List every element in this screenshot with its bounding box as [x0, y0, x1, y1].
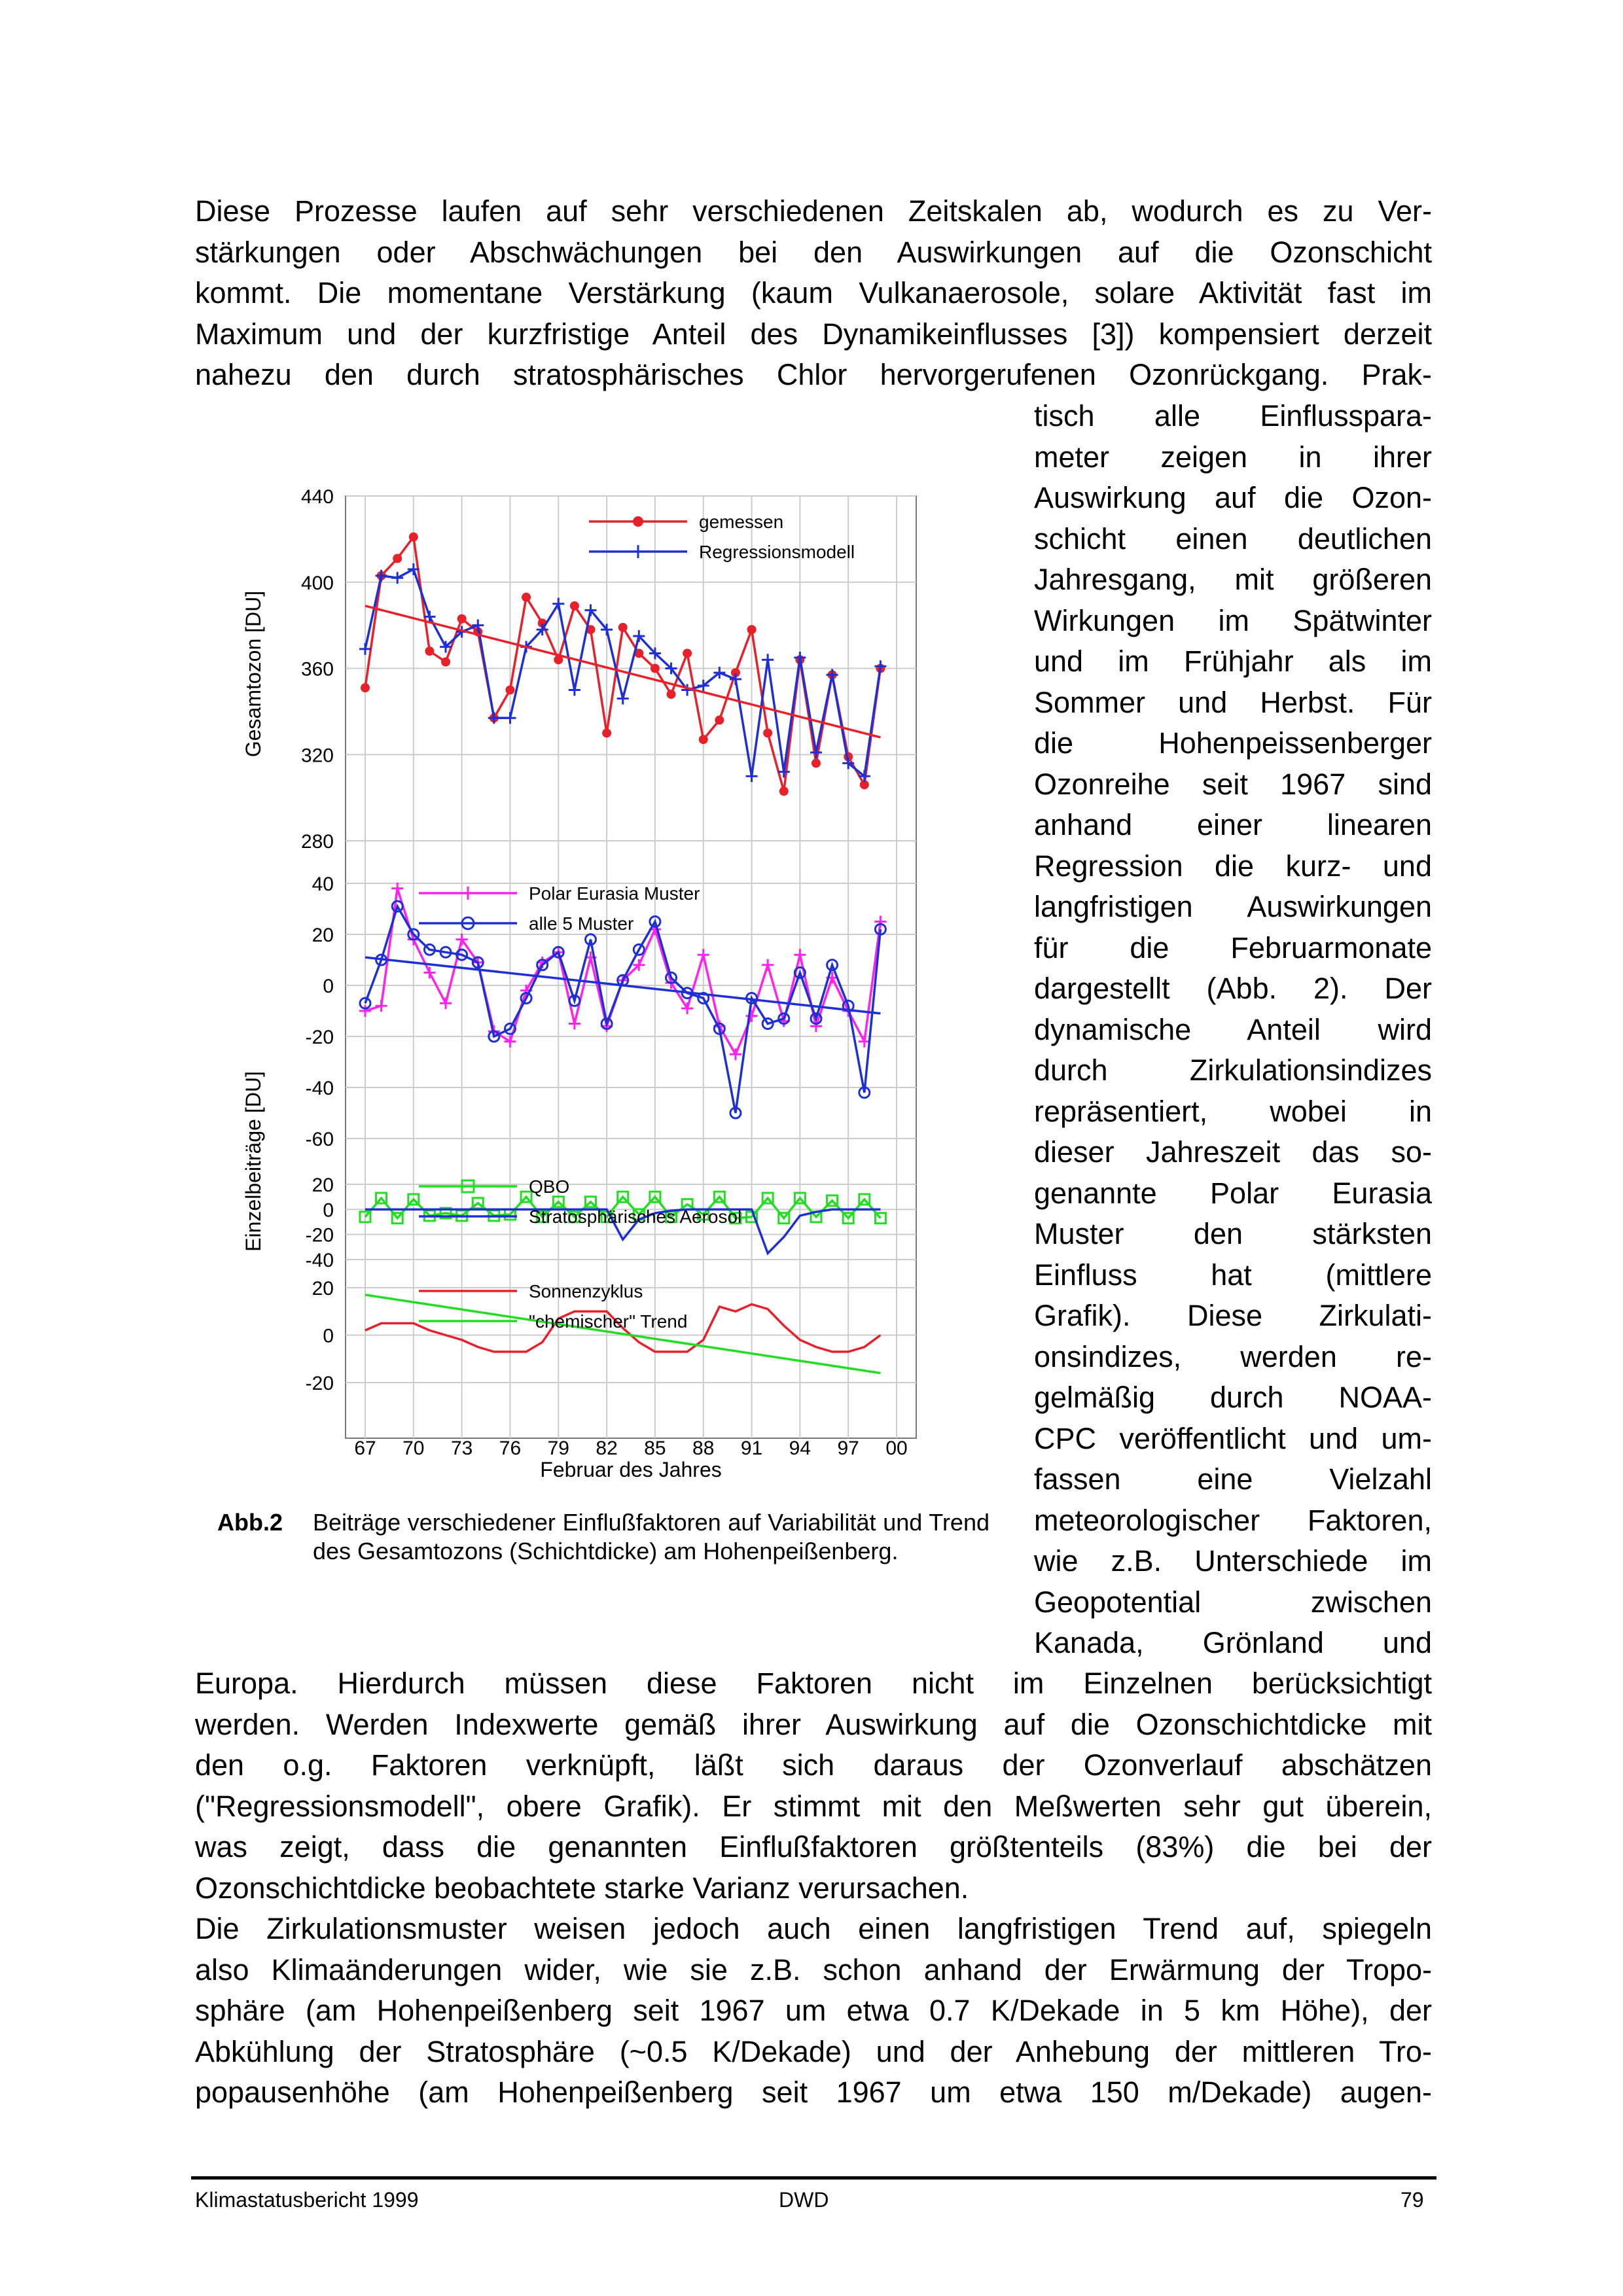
x-axis-label: Februar des Jahres: [540, 1458, 722, 1481]
data-point: [779, 786, 789, 796]
y-tick-label: -40: [305, 1078, 334, 1099]
side-column-line: Auswirkung auf die Ozon-: [1034, 481, 1432, 514]
data-point: [457, 614, 467, 624]
y-tick-label: -20: [305, 1224, 334, 1246]
y-axis-label-contributions: Einzelbeiträge [DU]: [241, 1071, 265, 1252]
paragraph-2-line: was zeigt, dass die genannten Einflußfaktoren größtenteils (83%) die bei der: [195, 1830, 1432, 1863]
side-column-line: wie z.B. Unterschiede im: [1034, 1544, 1432, 1578]
y-tick-label: 0: [323, 976, 334, 997]
side-column-line: Regression die kurz- und: [1034, 849, 1432, 883]
paragraph-1: [195, 191, 1432, 396]
paragraph-3: [195, 1909, 1432, 2113]
y-tick-label: -20: [305, 1027, 334, 1048]
data-point: [763, 728, 772, 737]
legend-label: alle 5 Muster: [529, 913, 634, 934]
paragraph-1-line: nahezu den durch stratosphärisches Chlor hervorgerufenen Ozonrückgang. Prak-: [195, 358, 1432, 391]
y-tick-label: 360: [300, 658, 334, 680]
data-point: [699, 735, 708, 744]
y-tick-label: 320: [300, 745, 334, 767]
x-tick-label: 70: [402, 1438, 425, 1459]
side-column-line: dargestellt (Abb. 2). Der: [1034, 972, 1432, 1005]
y-tick-label: 0: [323, 1199, 334, 1222]
x-tick-label: 94: [789, 1438, 812, 1459]
side-column-line: die Hohenpeissenberger: [1034, 726, 1432, 760]
paragraph-2-line: werden. Werden Indexwerte gemäß ihrer Auswirkung auf die Ozonschichtdicke mit: [195, 1707, 1432, 1741]
y-axis-label-ozone: Gesamtozon [DU]: [241, 590, 265, 758]
paragraph-1-line: kommt. Die momentane Verstärkung (kaum Vulkanaerosole, solare Aktivität fast im: [195, 276, 1432, 309]
data-point: [651, 664, 660, 673]
x-tick-label: 97: [837, 1438, 859, 1459]
side-column-line: fassen eine Vielzahl: [1034, 1462, 1432, 1496]
data-point: [715, 716, 724, 725]
legend-marker: [633, 516, 643, 527]
paragraph-1-line: Diese Prozesse laufen auf sehr verschiedenen Zeitskalen ab, wodurch es zu Ver-: [195, 194, 1432, 228]
data-point: [812, 758, 821, 768]
legend-label: "chemischer" Trend: [529, 1311, 688, 1332]
side-column-line: CPC veröffentlicht und um-: [1034, 1421, 1432, 1455]
legend-label: Sonnenzyklus: [529, 1281, 643, 1301]
y-tick-label: -40: [305, 1250, 334, 1271]
side-column-line: anhand einer linearen: [1034, 808, 1432, 841]
y-tick-label: 280: [300, 831, 334, 853]
data-point: [522, 593, 531, 602]
side-column-line: Einfluss hat (mittlere: [1034, 1258, 1432, 1292]
y-tick-label: -60: [305, 1129, 334, 1150]
paragraph-3-line: Die Zirkulationsmuster weisen jedoch auch einen langfristigen Trend auf, spiegeln: [195, 1912, 1432, 1945]
data-point: [747, 625, 757, 634]
x-tick-label: 79: [547, 1438, 569, 1459]
paragraph-2-line: Europa. Hierdurch müssen diese Faktoren nicht im Einzelnen berücksichtigt: [195, 1667, 1432, 1700]
data-point: [393, 554, 402, 563]
side-column-line: Sommer und Herbst. Für: [1034, 685, 1432, 719]
caption-label: Abb.2: [217, 1509, 283, 1536]
side-column-line: Wirkungen im Spätwinter: [1034, 603, 1432, 637]
side-column-line: repräsentiert, wobei in: [1034, 1094, 1432, 1128]
side-column-line: Ozonreihe seit 1967 sind: [1034, 767, 1432, 801]
side-column-line: dynamische Anteil wird: [1034, 1012, 1432, 1046]
figure-ozone-chart: [229, 474, 942, 1495]
side-column-line: langfristigen Auswirkungen: [1034, 890, 1432, 923]
side-column-line: Muster den stärksten: [1034, 1217, 1432, 1250]
paragraph-3-line: Abkühlung der Stratosphäre (~0.5 K/Dekade) und der Anhebung der mittleren Tro-: [195, 2034, 1432, 2068]
data-point: [361, 683, 370, 692]
paragraph-3-line: sphäre (am Hohenpeißenberg seit 1967 um etwa 0.7 K/Dekade in 5 km Höhe), der: [195, 1994, 1432, 2027]
x-tick-label: 73: [450, 1438, 473, 1459]
paragraph-1-line: stärkungen oder Abschwächungen bei den Auswirkungen auf die Ozonschicht: [195, 235, 1432, 269]
side-column-line: meteorologischer Faktoren,: [1034, 1503, 1432, 1537]
y-tick-label: -20: [305, 1373, 334, 1394]
paragraph-2-line: Ozonschichtdicke beobachtete starke Varianz verursachen.: [195, 1871, 969, 1905]
side-column-line: meter zeigen in ihrer: [1034, 440, 1432, 474]
side-column-line: Geopotential zwischen: [1034, 1585, 1432, 1619]
data-point: [409, 533, 418, 542]
paragraph-1-line: Maximum und der kurzfristige Anteil des Dynamikeinflusses [3]) kompensiert derzeit: [195, 317, 1432, 351]
side-column-line: für die Februarmonate: [1034, 930, 1432, 964]
legend-label: QBO: [529, 1176, 570, 1197]
side-column-line: und im Frühjahr als im: [1034, 645, 1432, 678]
legend-label: Stratosphärisches Aerosol: [529, 1207, 742, 1227]
y-tick-label: 20: [312, 925, 334, 946]
paragraph-2-line: den o.g. Faktoren verknüpft, läßt sich daraus der Ozonverlauf abschätzen: [195, 1748, 1432, 1782]
data-point: [683, 648, 692, 658]
side-column-line: dieser Jahreszeit das so-: [1034, 1135, 1432, 1169]
side-column-line: genannte Polar Eurasia: [1034, 1176, 1432, 1210]
side-column-line: Kanada, Grönland und: [1034, 1626, 1432, 1659]
side-column-line: gelmäßig durch NOAA-: [1034, 1381, 1432, 1414]
footer-page-number: 79: [1400, 2188, 1424, 2212]
legend-label: gemessen: [699, 512, 784, 532]
footer-left: Klimastatusbericht 1999: [195, 2188, 419, 2212]
data-point: [425, 646, 434, 656]
data-point: [570, 601, 579, 610]
data-point: [667, 690, 676, 699]
x-tick-label: 00: [885, 1438, 908, 1459]
x-tick-label: 67: [354, 1438, 376, 1459]
data-point: [602, 728, 611, 737]
side-column-line: tisch alle Einflusspara-: [1034, 399, 1432, 433]
x-tick-label: 76: [499, 1438, 522, 1459]
x-tick-label: 91: [740, 1438, 763, 1459]
data-point: [441, 658, 450, 667]
y-tick-label: 20: [312, 1174, 334, 1196]
data-point: [505, 685, 514, 694]
footer-center: DWD: [779, 2188, 829, 2212]
y-tick-label: 40: [312, 874, 334, 895]
legend-label: Polar Eurasia Muster: [529, 883, 700, 904]
paragraph-3-line: also Klimaänderungen wider, wie sie z.B. schon anhand der Erwärmung der Tropo-: [195, 1952, 1432, 1987]
side-column-line: Jahresgang, mit größeren: [1034, 563, 1432, 596]
y-tick-label: 20: [312, 1278, 334, 1299]
ozone-chart-svg: [229, 474, 942, 1495]
paragraph-2-line: ("Regressionsmodell", obere Grafik). Er stimmt mit den Meßwerten sehr gut überein,: [195, 1789, 1432, 1823]
side-column-text: [1034, 396, 1432, 1664]
side-column-line: durch Zirkulationsindizes: [1034, 1053, 1432, 1087]
side-column-line: onsindizes, werden re-: [1034, 1339, 1432, 1373]
side-column-line: Grafik). Diese Zirkulati-: [1034, 1299, 1432, 1332]
y-tick-label: 440: [300, 486, 334, 508]
legend-label: Regressionsmodell: [699, 542, 855, 562]
side-column-line: schicht einen deutlichen: [1034, 521, 1432, 556]
x-tick-label: 85: [644, 1438, 666, 1459]
caption-text: Beiträge verschiedener Einflußfaktoren auf Variabilität und Trend des Gesamtozons (Schichtdicke) am Hohenpeißenberg.: [313, 1509, 990, 1564]
x-tick-label: 82: [596, 1438, 618, 1459]
paragraph-2: [195, 1663, 1432, 1909]
data-point: [618, 623, 628, 632]
footer-rule: [191, 2176, 1436, 2180]
x-tick-label: 88: [692, 1438, 715, 1459]
y-tick-label: 0: [323, 1325, 334, 1347]
paragraph-3-line: popausenhöhe (am Hohenpeißenberg seit 1967 um etwa 150 m/Dekade) augen-: [195, 2075, 1432, 2109]
y-tick-label: 400: [300, 572, 334, 594]
